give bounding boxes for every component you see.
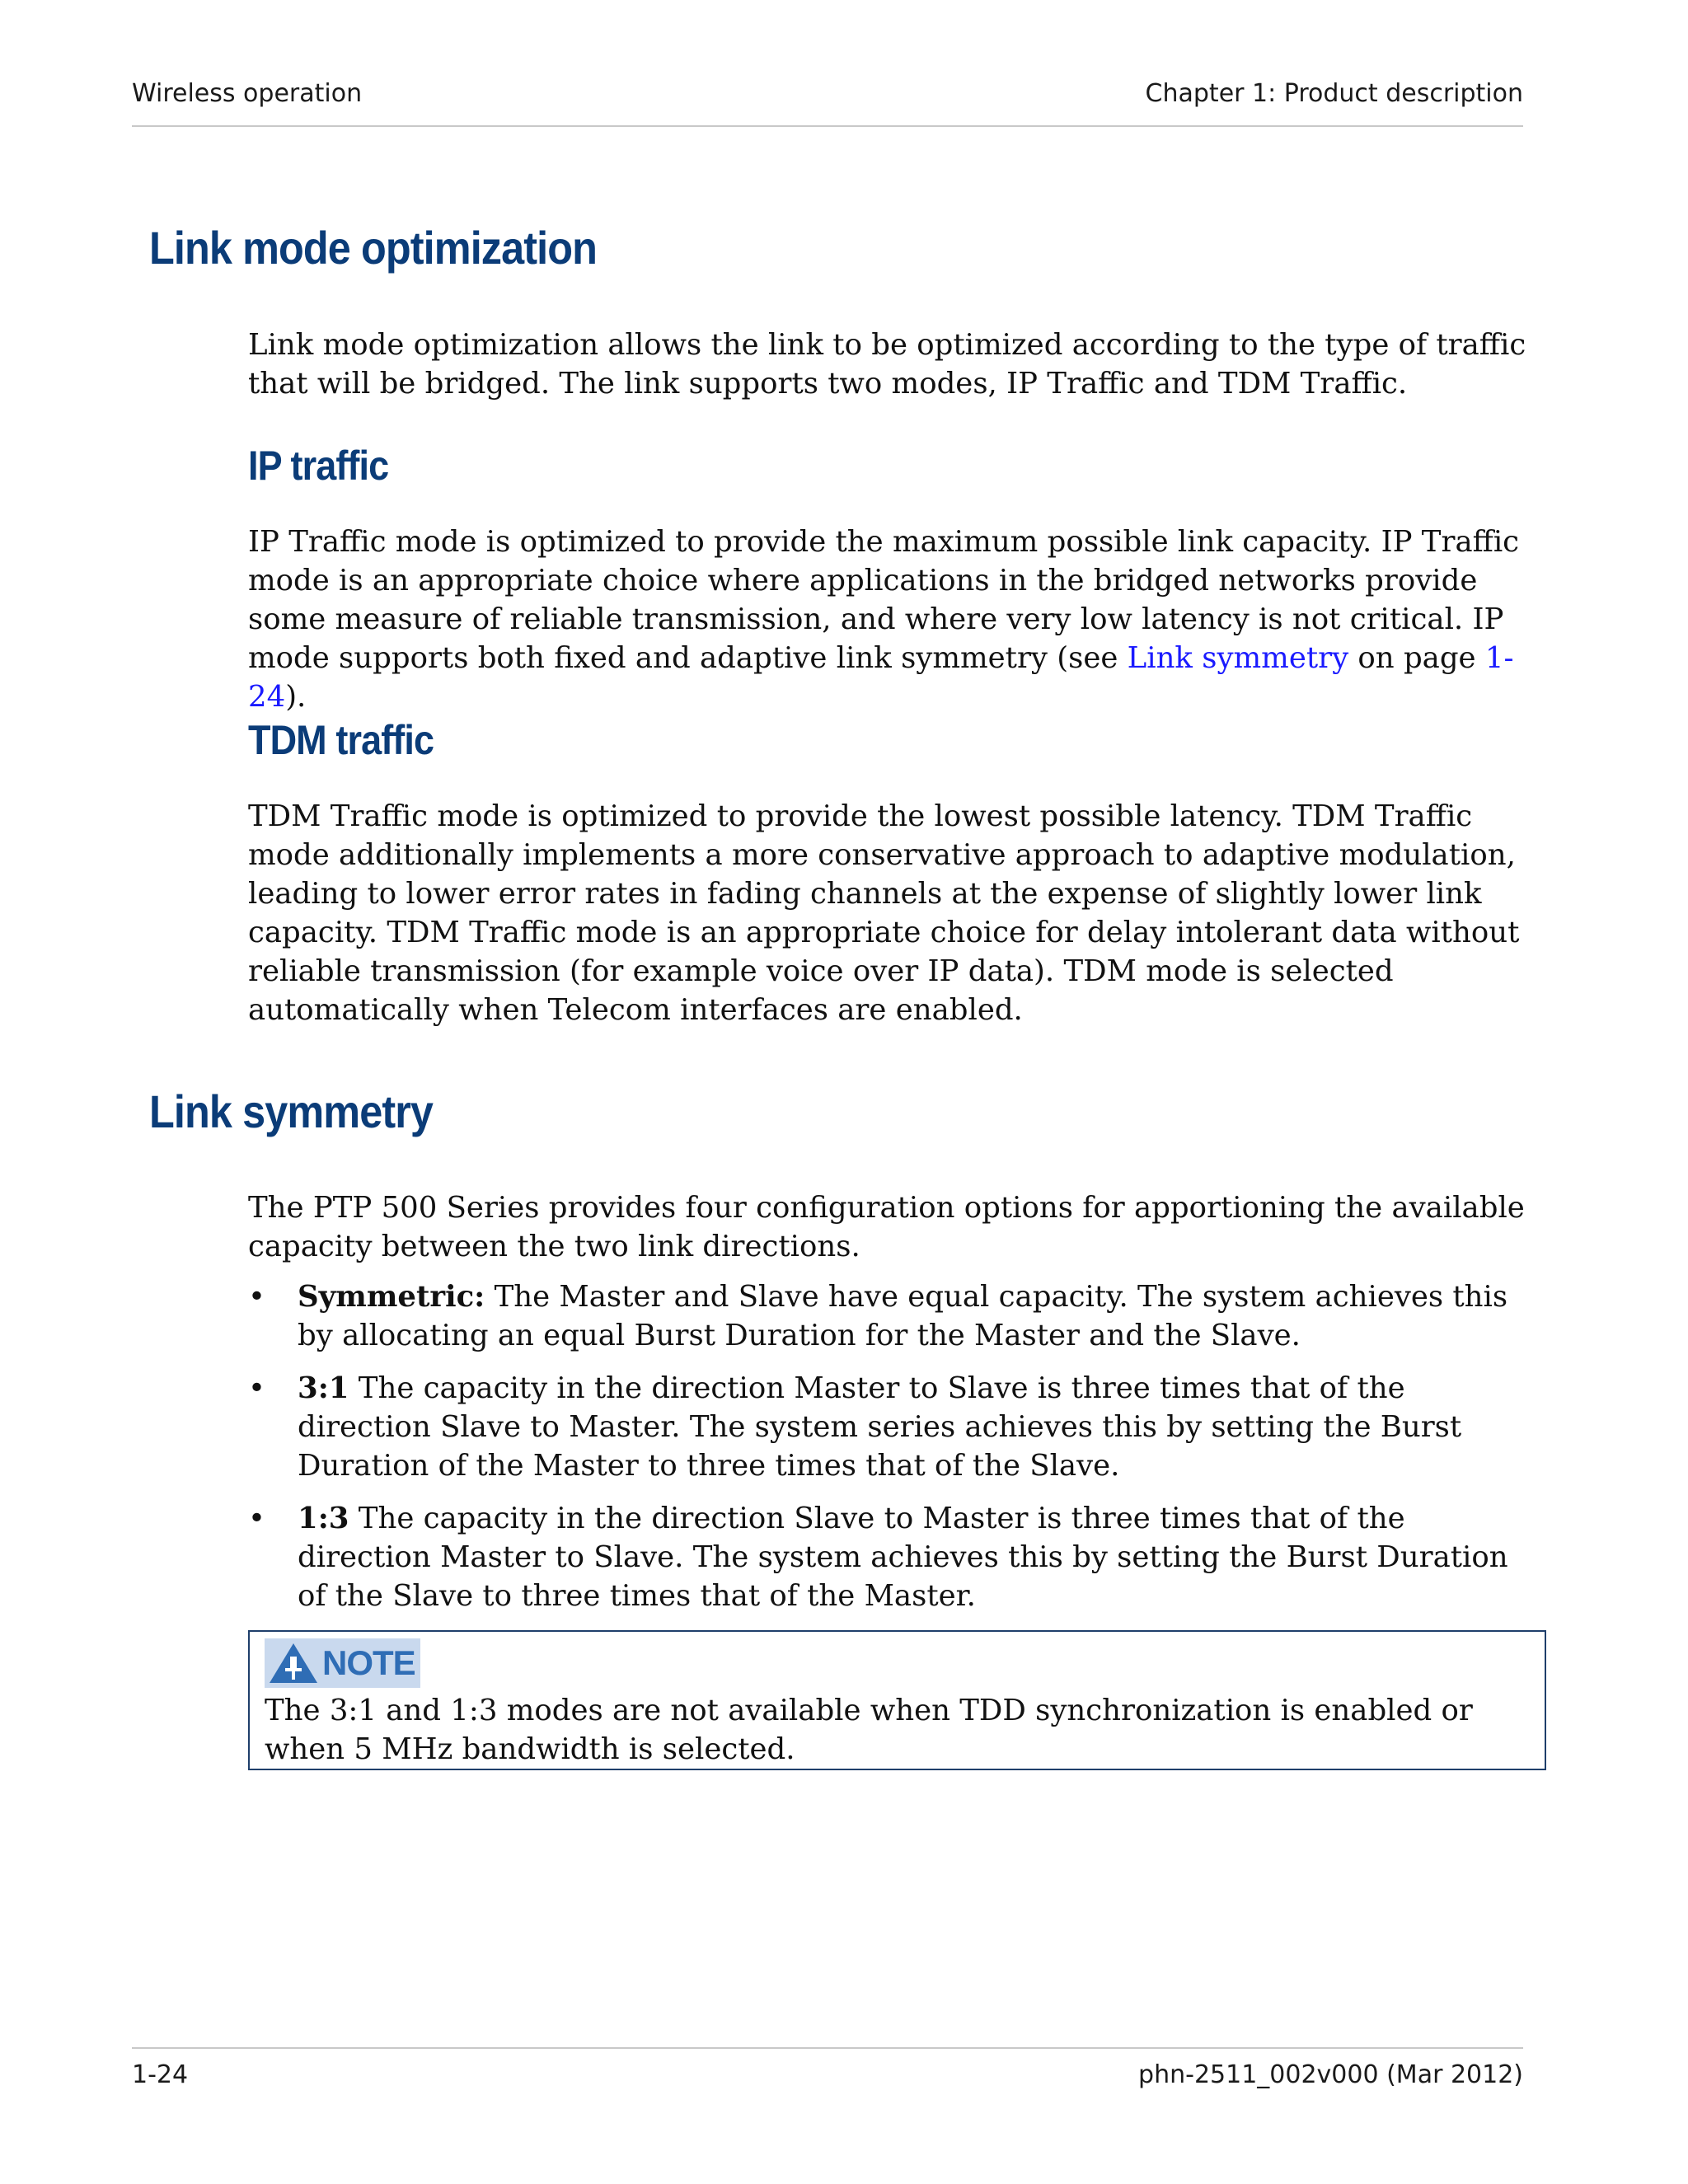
option-description: The Master and Slave have equal capacity. The system achieves this by allocating an equal Burst Duration for the Master and the Slave. [298,1280,1508,1352]
heading-ip-traffic: IP traffic [248,443,389,489]
heading-link-symmetry: Link symmetry [149,1085,434,1137]
note-text: The 3:1 and 1:3 modes are not available when TDD synchronization is enabled or when 5 MHz bandwidth is selected. [265,1694,1473,1766]
ip-traffic-body [248,523,1534,716]
option-term: 3:1 [298,1371,349,1405]
tdm-traffic-body: TDM Traffic mode is optimized to provide the lowest possible latency. TDM Traffic mode additionally implements a more conservative approach to adaptive modulation, leading to lower error rates in fading channels at the expense of slightly lower link capacity. TDM Traffic mode is an appropriate choice for delay intolerant data without reliable transmission (for example voice over IP data). TDM mode is selected automatically when Telecom interfaces are enabled. [248,799,1520,1027]
list-item [248,1499,1534,1615]
list-item [248,1277,1534,1355]
running-footer [132,2060,1523,2089]
list-item [248,1369,1534,1485]
ip-traffic-text: IP Traffic mode is optimized to provide the maximum possible link capacity. IP Traffic mode is an appropriate choice where applications in the bridged networks provide some measure of reliable transmission, and where very low latency is not critical. IP mode supports both fixed and adaptive link symmetry (see [248,525,1520,675]
ip-traffic-after: ). [285,680,307,714]
header-chapter-title: Chapter 1: Product description [1145,79,1523,108]
heading-tdm-traffic: TDM traffic [248,717,434,763]
document-id: phn-2511_002v000 (Mar 2012) [1138,2060,1523,2089]
footer-rule [132,2047,1523,2049]
running-header [132,79,1523,108]
note-box [248,1630,1546,1770]
page-number: 1-24 [132,2060,189,2089]
heading-link-mode-optimization: Link mode optimization [149,222,597,274]
note-label: NOTE [322,1643,415,1682]
link-symmetry-intro: The PTP 500 Series provides four configuration options for apportioning the available capacity between the two link directions. [248,1191,1525,1263]
warning-triangle-icon [268,1642,319,1685]
symmetry-options-list [248,1277,1534,1629]
page-ref-link[interactable]: 1-24 [248,641,1514,714]
option-description: The capacity in the direction Master to Slave is three times that of the direction Slave to Master. The system series achieves this by setting the Burst Duration of the Master to three times that of the Slave. [298,1371,1462,1483]
option-description: The capacity in the direction Slave to Master is three times that of the direction Master to Slave. The system achieves this by setting the Burst Duration of the Slave to three times that of the Master. [298,1502,1508,1613]
option-term: Symmetric: [298,1280,485,1314]
header-section-title: Wireless operation [132,79,363,108]
option-term: 1:3 [298,1502,349,1535]
link-symmetry-link[interactable]: Link symmetry [1127,641,1349,675]
header-rule [132,125,1523,127]
link-mode-intro: Link mode optimization allows the link to be optimized according to the type of traffic that will be bridged. The link supports two modes, IP Traffic and TDM Traffic. [248,328,1526,401]
ip-traffic-between: on page [1348,641,1485,675]
note-badge [265,1638,420,1688]
